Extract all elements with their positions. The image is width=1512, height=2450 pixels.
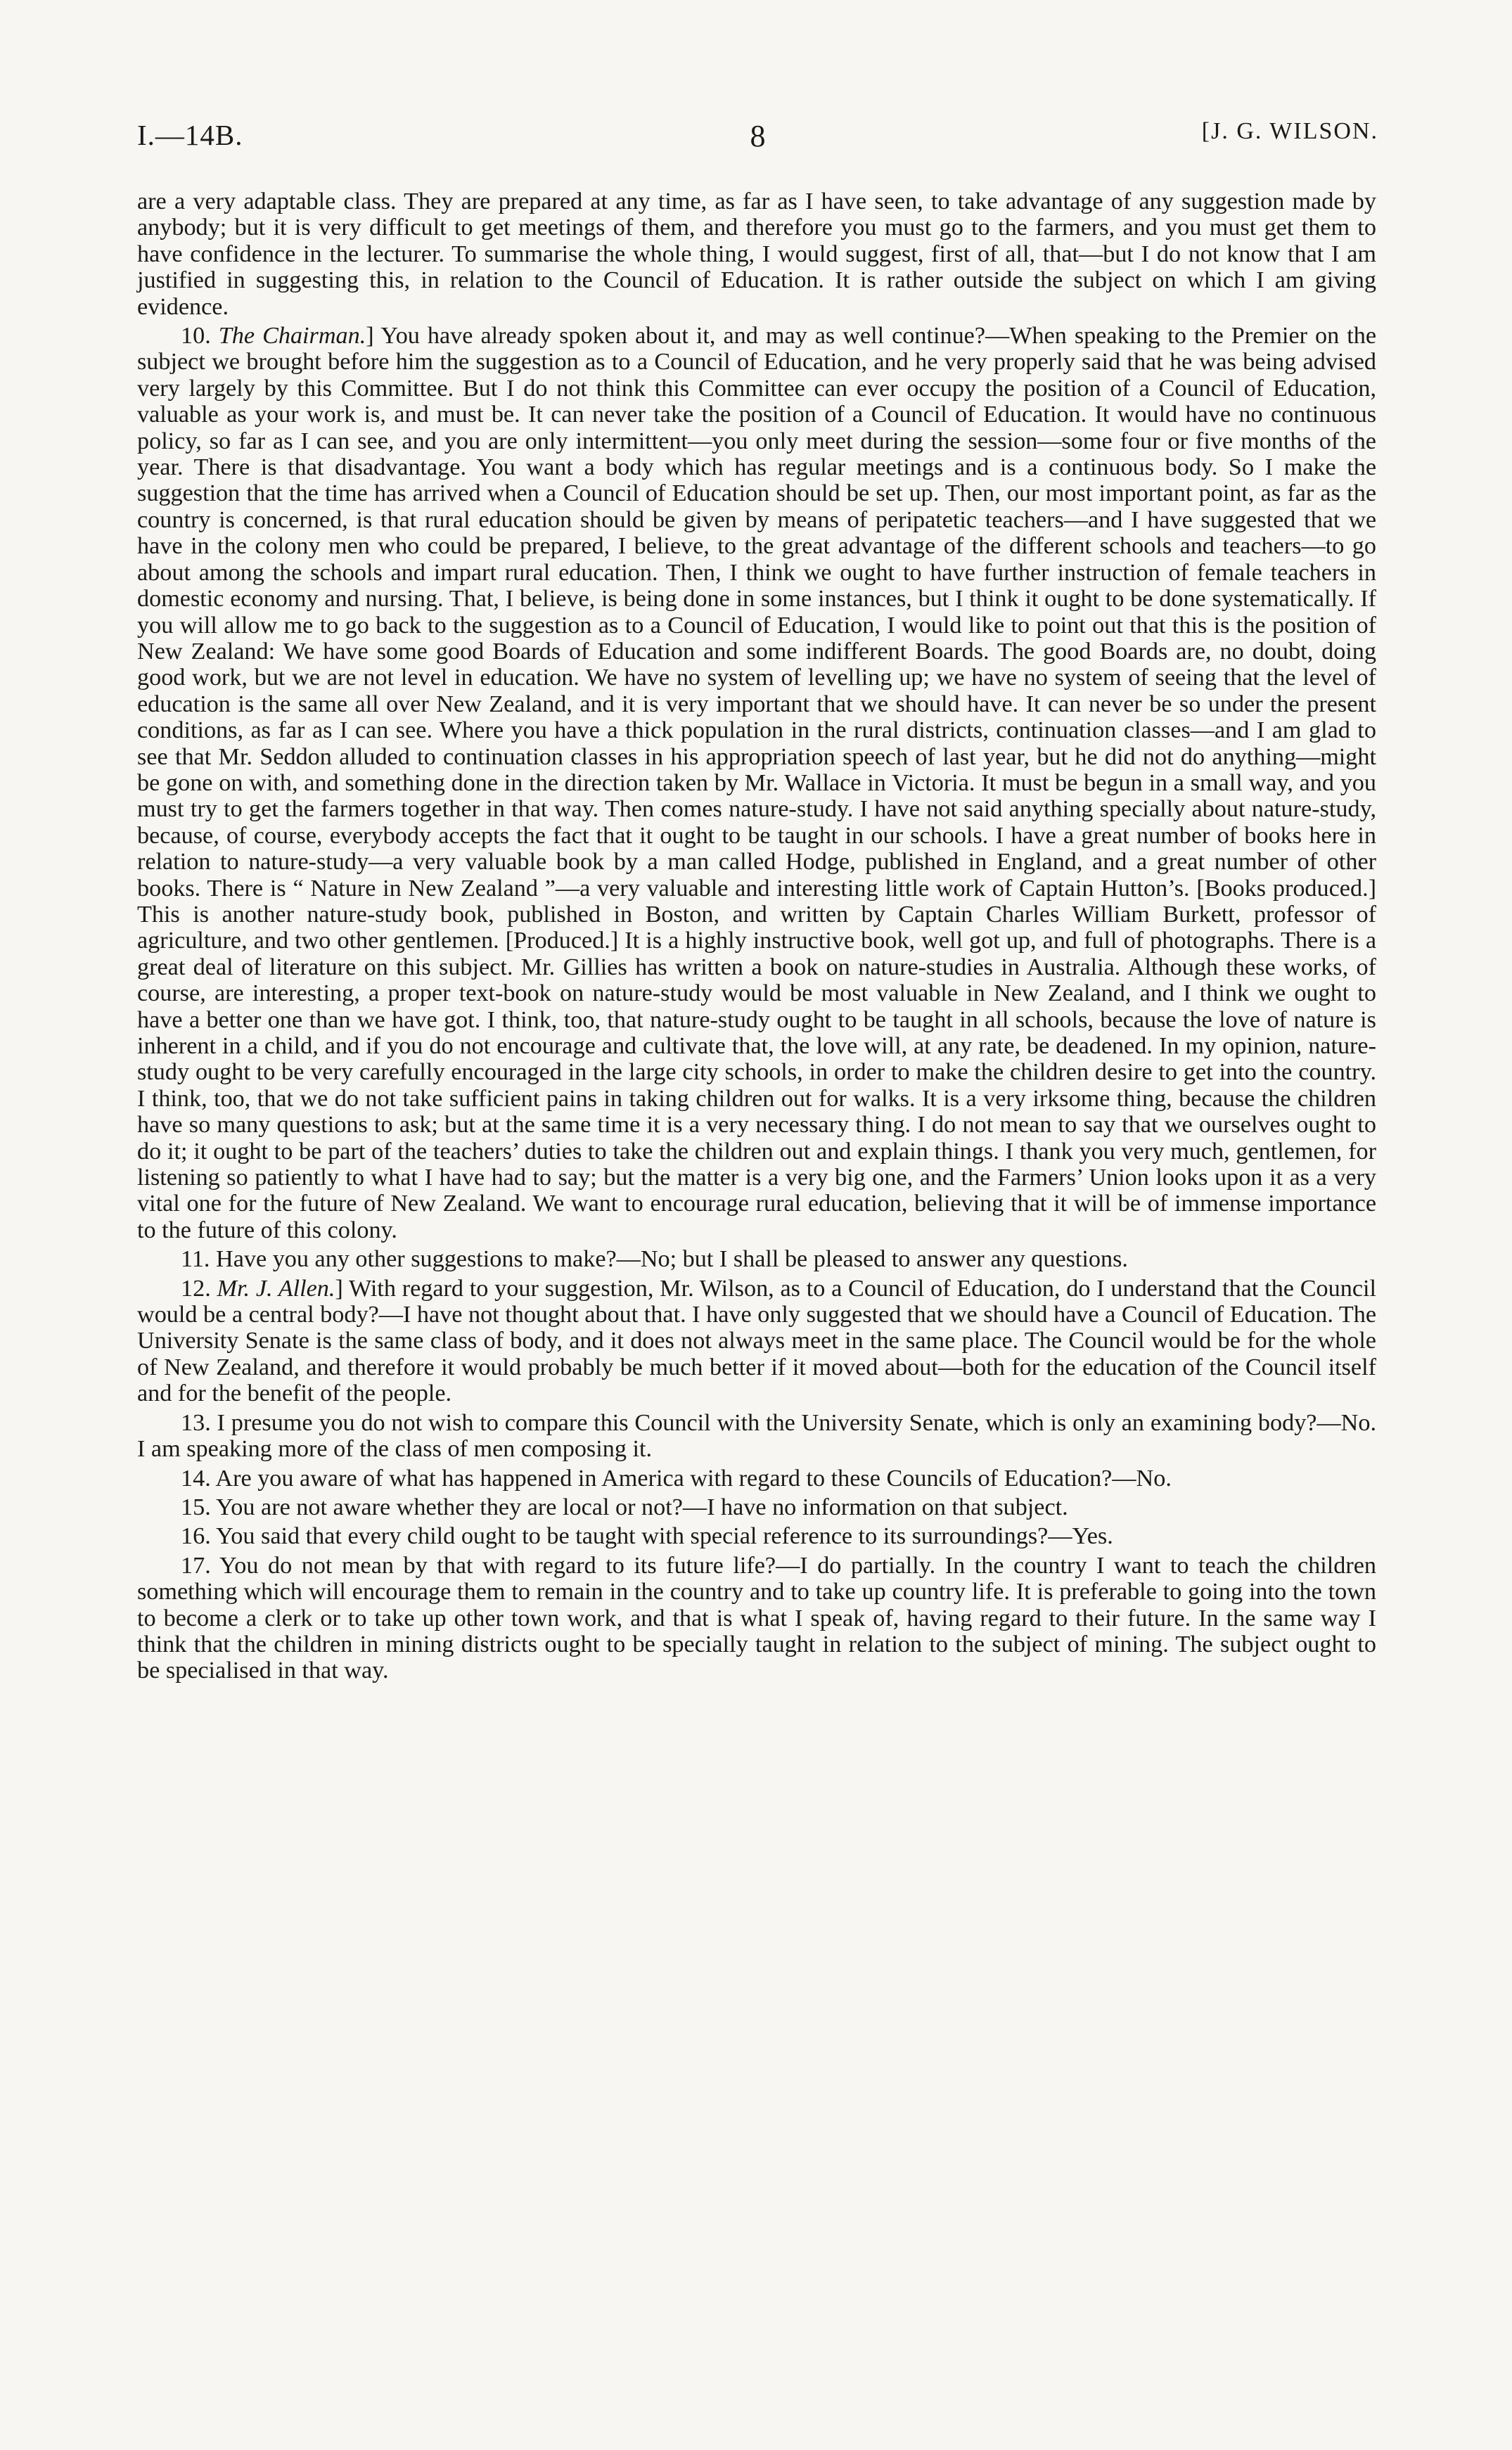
paragraph-q17 [137, 1553, 1376, 1684]
paragraph-text: You said that every child ought to be taught with special reference to its surroundings?—Yes. [216, 1523, 1113, 1550]
paragraph-q11 [137, 1246, 1376, 1272]
question-number: 16. [181, 1523, 211, 1550]
question-number: 13. [181, 1409, 211, 1436]
document-body [137, 188, 1376, 1684]
paragraph-text: You do not mean by that with regard to its future life?—I do partially. In the country I want to teach the children something which will encourage them to remain in the country and to take up country life. It is preferable to going into the town to become a clerk or to take up other town work, and that is what I speak of, having regard to their future. In the same way I think that the children in mining districts ought to be specially taught in relation to the subject of mining. The subject ought to be specialised in that way. [137, 1552, 1377, 1684]
paragraph-text: ] With regard to your suggestion, Mr. Wilson, as to a Council of Education, do I understand that the Council would be a central body?—I have not thought about that. I have only suggested that we should have a Council of Education. The University Senate is the same class of body, and it does not always meet in the same place. The Council would be for the whole of New Zealand, and therefore it would probably be much better if it moved about—both for the education of the Council itself and for the benefit of the people. [137, 1275, 1376, 1407]
paragraph-q13 [137, 1410, 1376, 1463]
witness-name: [J. G. WILSON. [1201, 118, 1378, 144]
question-number: 17. [181, 1552, 211, 1579]
question-number: 15. [181, 1494, 211, 1520]
paragraph-continuation [137, 188, 1376, 320]
paragraph-text: ] You have already spoken about it, and may as well continue?—When speaking to the Premier on the subject we brought before him the suggestion as to a Council of Education, and he very properly said that he was being advised very largely by this Committee. But I do not think this Committee can ever occupy the position of a Council of Education, valuable as your work is, and must be. It can never take the position of a Council of Education. It would have no continuous policy, so far as I can see, and you are only intermittent—you only meet during the session—some four or five months of the year. There is that disadvantage. You want a body which has regular meetings and is a continuous body. So I make the suggestion that the time has arrived when a Council of Education should be set up. Then, our most important point, as far as the country is concerned, is that rural education should be given by means of peripatetic teachers—and I have suggested that we have in the colony men who could be prepared, I believe, to the great advantage of the different schools and teachers—to go about among the schools and impart rural education. Then, I think we ought to have further instruction of female teachers in domestic economy and nursing. That, I believe, is being done in some instances, but I think it ought to be done systematically. If you will allow me to go back to the suggestion as to a Council of Education, I would like to point out that this is the position of New Zealand: We have some good Boards of Education and some indifferent Boards. The good Boards are, no doubt, doing good work, but we are not level in education. We have no system of levelling up; we have no system of seeing that the level of education is the same all over New Zealand, and it is very important that we should have. It can never be so under the present conditions, as far as I can see. Where you have a thick population in the rural districts, continuation classes—and I am glad to see that Mr. Seddon alluded to continuation classes in his appropriation speech of last year, but he did not do anything—might be gone on with, and something done in the direction taken by Mr. Wallace in Victoria. It must be begun in a small way, and you must try to get the farmers together in that way. Then comes nature-study. I have not said anything specially about nature-study, because, of course, everybody accepts the fact that it ought to be taught in our schools. I have a great number of books here in relation to nature-study—a very valuable book by a man called Hodge, published in England, and a great number of other books. There is “ Nature in New Zealand ”—a very valuable and interesting little work of Captain Hutton’s. [Books produced.] This is another nature-study book, published in Boston, and written by Captain Charles William Burkett, professor of agriculture, and two other gentlemen. [Produced.] It is a highly instructive book, well got up, and full of photographs. There is a great deal of literature on this subject. Mr. Gillies has written a book on nature-studies in Australia. Although these works, of course, are interesting, a proper text-book on nature-study would be most valuable in New Zealand, and I think we ought to have a better one than we have got. I think, too, that nature-study ought to be taught in all schools, because the love of nature is inherent in a child, and if you do not encourage and cultivate that, the love will, at any rate, be deadened. In my opinion, nature-study ought to be very carefully encouraged in the large city schools, in order to make the children desire to get into the country. I think, too, that we do not take sufficient pains in taking children out for walks. It is a very irksome thing, because the children have so many questions to ask; but at the same time it is a very necessary thing. I do not mean to say that we ourselves ought to do it; it ought to be part of the teachers’ duties to take the children out and explain things. I thank you very much, gentlemen, for listening so patiently to what I have had to say; but the matter is a very big one, and the Farmers’ Union looks upon it as a very vital one for the future of New Zealand. We want to encourage rural education, believing that it will be of immense importance to the future of this colony. [137, 323, 1377, 1243]
speaker-name: Mr. J. Allen. [217, 1275, 335, 1302]
question-number: 14. [181, 1465, 211, 1492]
page-number: 8 [750, 119, 766, 153]
page-header [137, 118, 1378, 167]
paragraph-text: Are you aware of what has happened in America with regard to these Councils of Education?—No. [215, 1465, 1172, 1492]
document-reference: I.—14B. [137, 119, 243, 151]
question-number: 10. [181, 323, 211, 349]
paragraph-text: are a very adaptable class. They are prepared at any time, as far as I have seen, to take advantage of any suggestion made by anybody; but it is very difficult to get meetings of them, and therefore you must go to the farmers, and you must get them to have confidence in the lecturer. To summarise the whole thing, I would suggest, first of all, that—but I do not know that I am justified in suggesting this, in relation to the Council of Education. It is rather outside the subject on which I am giving evidence. [137, 188, 1376, 320]
paragraph-q12 [137, 1276, 1376, 1407]
question-number: 12. [181, 1275, 211, 1302]
paragraph-q14 [137, 1465, 1376, 1492]
paragraph-text: Have you any other suggestions to make?—No; but I shall be pleased to answer any questions. [216, 1246, 1128, 1273]
question-number: 11. [181, 1246, 210, 1273]
paragraph-q16 [137, 1523, 1376, 1549]
paragraph-q10 [137, 323, 1376, 1243]
speaker-name: The Chairman. [218, 323, 366, 349]
paragraph-text: I presume you do not wish to compare this Council with the University Senate, which is only an examining body?—No. I am speaking more of the class of men composing it. [137, 1409, 1377, 1463]
paragraph-text: You are not aware whether they are local or not?—I have no information on that subject. [216, 1494, 1068, 1520]
paragraph-q15 [137, 1494, 1376, 1520]
